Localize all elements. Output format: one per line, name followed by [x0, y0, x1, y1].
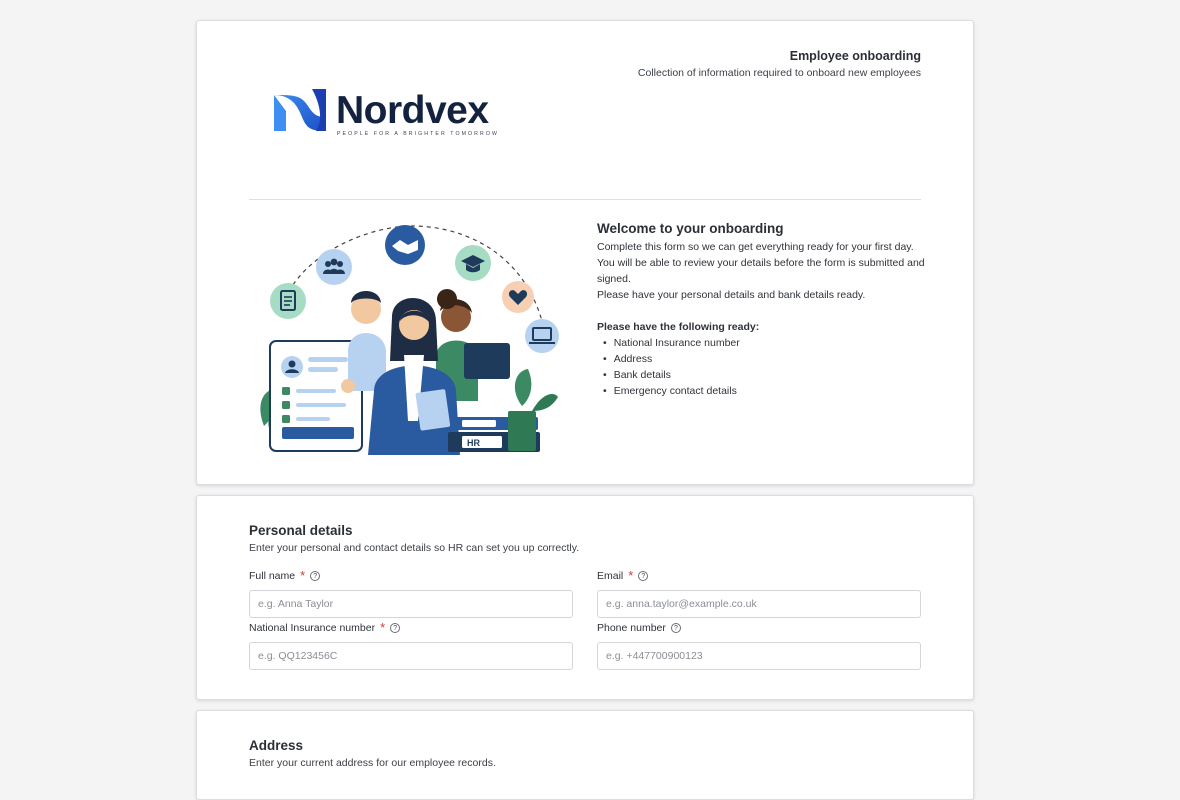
help-icon[interactable]: ?: [310, 571, 320, 581]
help-icon[interactable]: ?: [671, 623, 681, 633]
document-icon: [270, 283, 306, 319]
phone-input[interactable]: [597, 642, 921, 670]
header-divider: [249, 199, 921, 200]
handshake-icon: [385, 225, 425, 265]
address-card: [196, 710, 974, 800]
welcome-text-2: You will be able to review your details before the form is submitted and signed.: [597, 257, 925, 285]
email-input[interactable]: [597, 590, 921, 618]
welcome-text-3: Please have your personal details and bank details ready.: [597, 289, 866, 301]
ready-item: • Address: [603, 351, 927, 367]
ready-heading: Please have the following ready:: [597, 321, 760, 333]
welcome-section: [597, 221, 927, 399]
laptop-icon: [525, 319, 559, 353]
company-logo: [272, 87, 512, 143]
ni-number-label: National Insurance number: [249, 622, 376, 634]
email-label: Email: [597, 570, 624, 582]
ready-item: • National Insurance number: [603, 335, 927, 351]
heart-icon: [502, 281, 534, 313]
phone-field: [597, 621, 921, 670]
section-subtitle: Enter your personal and contact details so HR can set you up correctly.: [249, 542, 580, 554]
email-field: [597, 569, 921, 618]
form-subtitle: Collection of information required to onboard new employees: [637, 67, 921, 79]
full-name-field: [249, 569, 573, 618]
ready-item: • Bank details: [603, 367, 927, 383]
help-icon[interactable]: ?: [638, 571, 648, 581]
team-icon: [316, 249, 352, 285]
onboarding-intro-card: [196, 20, 974, 485]
welcome-text-1: Complete this form so we can get everything ready for your first day.: [597, 241, 914, 253]
required-marker: *: [380, 620, 386, 635]
personal-details-card: [196, 495, 974, 700]
section-title: Address: [249, 738, 304, 753]
ready-item: • Emergency contact details: [603, 383, 927, 399]
welcome-title: Welcome to your onboarding: [597, 221, 784, 236]
phone-label: Phone number: [597, 622, 666, 634]
ni-number-field: [249, 621, 573, 670]
graduation-cap-icon: [455, 245, 491, 281]
hr-badge-label: HR: [467, 438, 480, 448]
required-marker: *: [628, 568, 634, 583]
required-marker: *: [300, 568, 306, 583]
onboarding-illustration: [252, 221, 572, 448]
full-name-label: Full name: [249, 570, 296, 582]
ready-list: [603, 335, 927, 399]
help-icon[interactable]: ?: [390, 623, 400, 633]
section-subtitle: Enter your current address for our employee records.: [249, 757, 496, 769]
logo-tagline: PEOPLE FOR A BRIGHTER TOMORROW: [337, 131, 499, 137]
form-title: Employee onboarding: [789, 49, 921, 63]
logo-wordmark: Nordvex: [336, 89, 489, 132]
ni-number-input[interactable]: [249, 642, 573, 670]
full-name-input[interactable]: [249, 590, 573, 618]
section-title: Personal details: [249, 523, 353, 538]
logo-mark-icon: [272, 87, 332, 137]
